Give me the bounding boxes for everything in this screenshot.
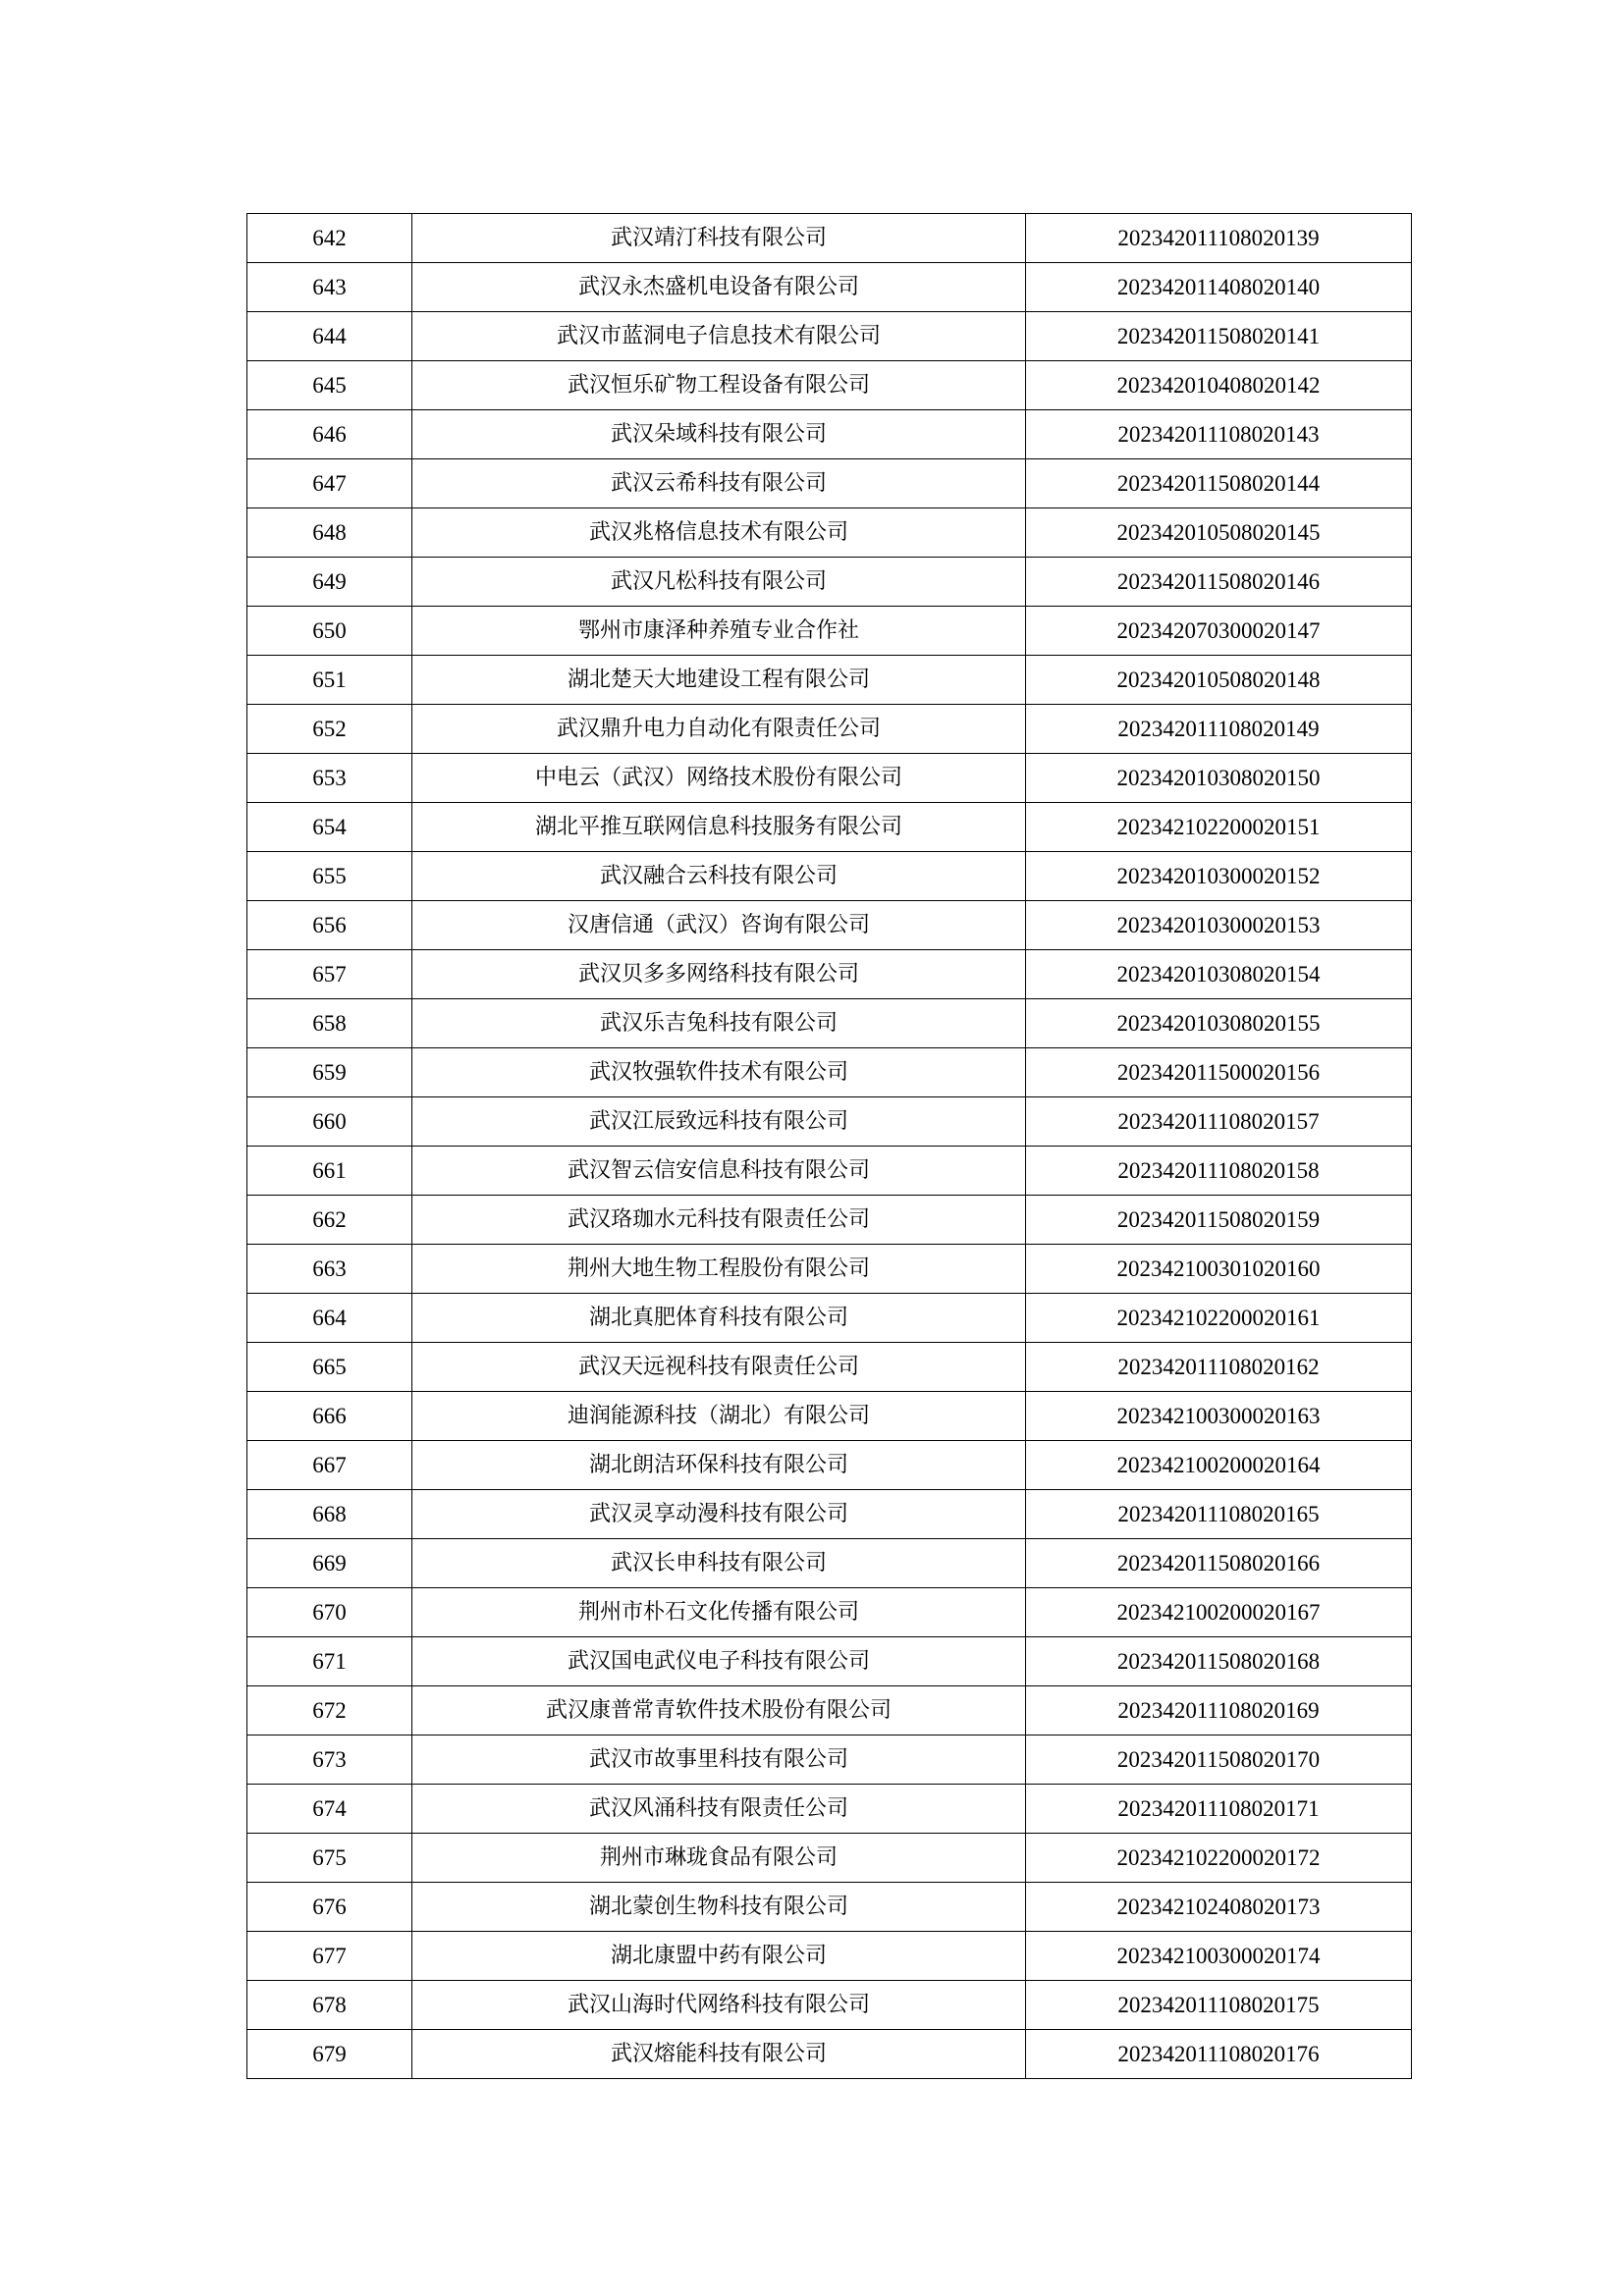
registration-code-cell: 202342011108020169	[1026, 1686, 1412, 1735]
registration-code-cell: 202342102200020161	[1026, 1294, 1412, 1343]
registration-code-cell: 202342011508020146	[1026, 558, 1412, 607]
row-number-cell: 649	[247, 558, 412, 607]
row-number-cell: 670	[247, 1588, 412, 1637]
row-number-cell: 662	[247, 1196, 412, 1245]
table-row	[247, 754, 1412, 803]
table-row	[247, 656, 1412, 705]
company-name-cell: 武汉长申科技有限公司	[412, 1539, 1026, 1588]
registration-code-cell: 202342011108020175	[1026, 1981, 1412, 2030]
company-name-cell: 湖北朗洁环保科技有限公司	[412, 1441, 1026, 1490]
company-name-cell: 迪润能源科技（湖北）有限公司	[412, 1392, 1026, 1441]
company-name-cell: 武汉熔能科技有限公司	[412, 2030, 1026, 2079]
table-row	[247, 1834, 1412, 1883]
table-row	[247, 1588, 1412, 1637]
row-number-cell: 645	[247, 361, 412, 410]
row-number-cell: 679	[247, 2030, 412, 2079]
company-list-table	[246, 213, 1412, 2079]
row-number-cell: 651	[247, 656, 412, 705]
company-name-cell: 武汉国电武仪电子科技有限公司	[412, 1637, 1026, 1686]
row-number-cell: 672	[247, 1686, 412, 1735]
table-row	[247, 263, 1412, 312]
company-name-cell: 武汉天远视科技有限责任公司	[412, 1343, 1026, 1392]
row-number-cell: 650	[247, 607, 412, 656]
registration-code-cell: 202342100300020174	[1026, 1932, 1412, 1981]
row-number-cell: 644	[247, 312, 412, 361]
registration-code-cell: 202342011508020168	[1026, 1637, 1412, 1686]
table-row	[247, 214, 1412, 263]
company-name-cell: 武汉凡松科技有限公司	[412, 558, 1026, 607]
table-row	[247, 1637, 1412, 1686]
row-number-cell: 677	[247, 1932, 412, 1981]
company-name-cell: 武汉永杰盛机电设备有限公司	[412, 263, 1026, 312]
company-name-cell: 武汉市蓝洞电子信息技术有限公司	[412, 312, 1026, 361]
company-name-cell: 武汉乐吉兔科技有限公司	[412, 999, 1026, 1048]
company-name-cell: 武汉兆格信息技术有限公司	[412, 508, 1026, 558]
table-row	[247, 1539, 1412, 1588]
table-row	[247, 1245, 1412, 1294]
table-row	[247, 1883, 1412, 1932]
registration-code-cell: 202342010408020142	[1026, 361, 1412, 410]
row-number-cell: 671	[247, 1637, 412, 1686]
registration-code-cell: 202342010508020145	[1026, 508, 1412, 558]
registration-code-cell: 202342011108020162	[1026, 1343, 1412, 1392]
row-number-cell: 646	[247, 410, 412, 459]
row-number-cell: 676	[247, 1883, 412, 1932]
row-number-cell: 643	[247, 263, 412, 312]
company-name-cell: 湖北康盟中药有限公司	[412, 1932, 1026, 1981]
table-row	[247, 852, 1412, 901]
table-row	[247, 1343, 1412, 1392]
table-row	[247, 1441, 1412, 1490]
company-name-cell: 荆州市琳珑食品有限公司	[412, 1834, 1026, 1883]
company-name-cell: 武汉风涌科技有限责任公司	[412, 1785, 1026, 1834]
table-row	[247, 607, 1412, 656]
registration-code-cell: 202342102200020172	[1026, 1834, 1412, 1883]
company-name-cell: 荆州大地生物工程股份有限公司	[412, 1245, 1026, 1294]
company-name-cell: 武汉贝多多网络科技有限公司	[412, 950, 1026, 999]
table-row	[247, 459, 1412, 508]
table-row	[247, 950, 1412, 999]
company-name-cell: 武汉珞珈水元科技有限责任公司	[412, 1196, 1026, 1245]
table-row	[247, 1196, 1412, 1245]
company-name-cell: 武汉市故事里科技有限公司	[412, 1735, 1026, 1785]
row-number-cell: 666	[247, 1392, 412, 1441]
registration-code-cell: 202342011500020156	[1026, 1048, 1412, 1097]
registration-code-cell: 202342011508020166	[1026, 1539, 1412, 1588]
registration-code-cell: 202342010300020152	[1026, 852, 1412, 901]
company-name-cell: 荆州市朴石文化传播有限公司	[412, 1588, 1026, 1637]
company-name-cell: 湖北真肥体育科技有限公司	[412, 1294, 1026, 1343]
registration-code-cell: 202342011508020159	[1026, 1196, 1412, 1245]
registration-code-cell: 202342100200020164	[1026, 1441, 1412, 1490]
company-name-cell: 武汉智云信安信息科技有限公司	[412, 1147, 1026, 1196]
row-number-cell: 674	[247, 1785, 412, 1834]
registration-code-cell: 202342011108020171	[1026, 1785, 1412, 1834]
registration-code-cell: 202342011108020165	[1026, 1490, 1412, 1539]
registration-code-cell: 202342011508020141	[1026, 312, 1412, 361]
table-row	[247, 1932, 1412, 1981]
registration-code-cell: 202342100301020160	[1026, 1245, 1412, 1294]
registration-code-cell: 202342102200020151	[1026, 803, 1412, 852]
row-number-cell: 667	[247, 1441, 412, 1490]
registration-code-cell: 202342011108020139	[1026, 214, 1412, 263]
table-row	[247, 999, 1412, 1048]
row-number-cell: 664	[247, 1294, 412, 1343]
registration-code-cell: 202342070300020147	[1026, 607, 1412, 656]
company-name-cell: 武汉融合云科技有限公司	[412, 852, 1026, 901]
registration-code-cell: 202342011108020157	[1026, 1097, 1412, 1147]
registration-code-cell: 202342011108020158	[1026, 1147, 1412, 1196]
company-name-cell: 湖北楚天大地建设工程有限公司	[412, 656, 1026, 705]
company-name-cell: 湖北蒙创生物科技有限公司	[412, 1883, 1026, 1932]
company-name-cell: 武汉鼎升电力自动化有限责任公司	[412, 705, 1026, 754]
company-name-cell: 武汉康普常青软件技术股份有限公司	[412, 1686, 1026, 1735]
company-name-cell: 武汉朵域科技有限公司	[412, 410, 1026, 459]
row-number-cell: 659	[247, 1048, 412, 1097]
company-name-cell: 武汉江辰致远科技有限公司	[412, 1097, 1026, 1147]
table-row	[247, 1785, 1412, 1834]
table-row	[247, 1981, 1412, 2030]
company-name-cell: 武汉恒乐矿物工程设备有限公司	[412, 361, 1026, 410]
table-row	[247, 361, 1412, 410]
company-name-cell: 武汉云希科技有限公司	[412, 459, 1026, 508]
table-row	[247, 803, 1412, 852]
table-body	[247, 214, 1412, 2079]
table-row	[247, 705, 1412, 754]
table-row	[247, 1048, 1412, 1097]
row-number-cell: 661	[247, 1147, 412, 1196]
table-row	[247, 1392, 1412, 1441]
table-row	[247, 1097, 1412, 1147]
table-row	[247, 1294, 1412, 1343]
company-name-cell: 中电云（武汉）网络技术股份有限公司	[412, 754, 1026, 803]
row-number-cell: 668	[247, 1490, 412, 1539]
row-number-cell: 655	[247, 852, 412, 901]
registration-code-cell: 202342100300020163	[1026, 1392, 1412, 1441]
row-number-cell: 663	[247, 1245, 412, 1294]
row-number-cell: 660	[247, 1097, 412, 1147]
company-name-cell: 武汉山海时代网络科技有限公司	[412, 1981, 1026, 2030]
row-number-cell: 647	[247, 459, 412, 508]
company-name-cell: 武汉靖汀科技有限公司	[412, 214, 1026, 263]
company-name-cell: 武汉牧强软件技术有限公司	[412, 1048, 1026, 1097]
row-number-cell: 642	[247, 214, 412, 263]
company-name-cell: 鄂州市康泽种养殖专业合作社	[412, 607, 1026, 656]
row-number-cell: 673	[247, 1735, 412, 1785]
company-name-cell: 武汉灵享动漫科技有限公司	[412, 1490, 1026, 1539]
table-row	[247, 508, 1412, 558]
row-number-cell: 678	[247, 1981, 412, 2030]
registration-code-cell: 202342010508020148	[1026, 656, 1412, 705]
registration-code-cell: 202342011408020140	[1026, 263, 1412, 312]
registration-code-cell: 202342010300020153	[1026, 901, 1412, 950]
table-row	[247, 2030, 1412, 2079]
table-row	[247, 1686, 1412, 1735]
registration-code-cell: 202342010308020150	[1026, 754, 1412, 803]
company-name-cell: 湖北平推互联网信息科技服务有限公司	[412, 803, 1026, 852]
registration-code-cell: 202342100200020167	[1026, 1588, 1412, 1637]
registration-code-cell: 202342010308020155	[1026, 999, 1412, 1048]
registration-code-cell: 202342011108020149	[1026, 705, 1412, 754]
row-number-cell: 657	[247, 950, 412, 999]
table-row	[247, 901, 1412, 950]
row-number-cell: 669	[247, 1539, 412, 1588]
row-number-cell: 648	[247, 508, 412, 558]
registration-code-cell: 202342011508020170	[1026, 1735, 1412, 1785]
row-number-cell: 658	[247, 999, 412, 1048]
row-number-cell: 656	[247, 901, 412, 950]
registration-code-cell: 202342102408020173	[1026, 1883, 1412, 1932]
row-number-cell: 652	[247, 705, 412, 754]
row-number-cell: 665	[247, 1343, 412, 1392]
registration-code-cell: 202342011508020144	[1026, 459, 1412, 508]
registration-code-cell: 202342010308020154	[1026, 950, 1412, 999]
table-row	[247, 558, 1412, 607]
row-number-cell: 654	[247, 803, 412, 852]
table-row	[247, 312, 1412, 361]
table-row	[247, 1147, 1412, 1196]
row-number-cell: 675	[247, 1834, 412, 1883]
table-row	[247, 1735, 1412, 1785]
registration-code-cell: 202342011108020143	[1026, 410, 1412, 459]
table-row	[247, 410, 1412, 459]
company-name-cell: 汉唐信通（武汉）咨询有限公司	[412, 901, 1026, 950]
row-number-cell: 653	[247, 754, 412, 803]
registration-code-cell: 202342011108020176	[1026, 2030, 1412, 2079]
table-row	[247, 1490, 1412, 1539]
